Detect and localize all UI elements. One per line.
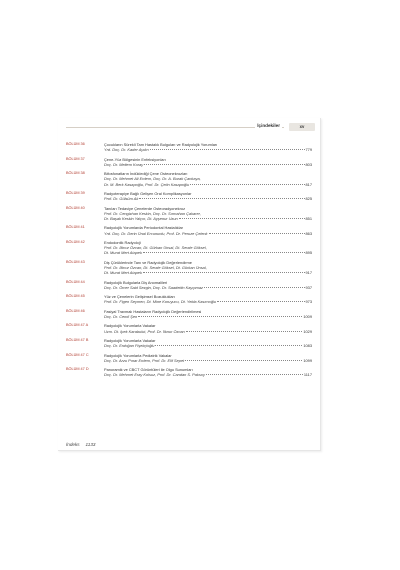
chapter-title: Diş Çürüklerinde Tanı ve Radyolojik Değerlendirme (104, 259, 192, 265)
page-number: 1099 (303, 357, 312, 363)
page-number: 1117 (303, 372, 312, 378)
toc-entry[interactable] (66, 240, 312, 256)
page-number: 937 (305, 284, 312, 290)
chapter-number: BÖLÜM 47 D (66, 367, 89, 372)
page-number: 895 (305, 250, 312, 256)
dot-leader (190, 184, 304, 185)
chapter-authors: Dr. Başak Keskin Yalçın, Dt. Ayşenur Uzun (104, 215, 178, 221)
chapter-title: Çene-Yüz Bölgesinin Enfeksiyonları (104, 156, 166, 162)
chapter-title: Yüz ve Çenelerin Gelişimsel Bozuklukları (104, 294, 175, 300)
header-rule (66, 127, 284, 128)
toc-entry[interactable] (66, 142, 312, 152)
chapter-authors: Doç. Dr. Cemil Şen (104, 313, 138, 319)
toc-entry[interactable] (66, 260, 312, 276)
chapter-authors: Prof. Dr. İlknur Özcan, Dt. Gürkan Ünsal, Dt. Sevde Göksel, (104, 245, 207, 251)
toc-entry[interactable] (66, 309, 312, 319)
entry-body (104, 353, 312, 363)
dot-leader (143, 252, 305, 253)
dot-leader (144, 164, 304, 165)
chapter-number: BÖLÜM 47 B (66, 337, 89, 342)
dot-leader (150, 149, 305, 150)
chapter-title: Radyolojik Yorumlarla Vakalar (104, 337, 156, 343)
chapter-authors: Doç. Dr. Erdoğan Fişekçioğlu (104, 343, 155, 349)
chapter-title: Radyolojik Yorumlarla Vakalar (104, 323, 156, 329)
chapter-title: Panoramik ve CBCT Görüntüleri ile Olgu Sunumları (104, 367, 193, 373)
chapter-authors: Doç. Dr. Arzu Pınar Erdem, Prof. Dr. Elif Sepet (104, 357, 185, 363)
toc-entry[interactable] (66, 206, 312, 222)
page-number: 817 (305, 181, 312, 187)
page-number: 825 (305, 196, 312, 202)
chapter-number: BÖLÜM 41 (66, 225, 85, 230)
toc-entry[interactable] (66, 225, 312, 235)
entry-body (104, 367, 312, 377)
toc-entry[interactable] (66, 294, 312, 304)
chapter-number: BÖLÜM 45 (66, 294, 85, 299)
page-number: 1029 (303, 328, 312, 334)
toc-entry[interactable] (66, 280, 312, 290)
chapter-title: Radyolojik Yorumlarla Pediatrik Vakalar (104, 352, 172, 358)
chapter-number: BÖLÜM 37 (66, 156, 85, 161)
dot-leader (138, 316, 302, 317)
table-of-contents (66, 142, 312, 378)
header-title: İçindekiler (257, 123, 280, 128)
chapter-title: Radyolojik Bulgularla Diş Anomalileri (104, 279, 168, 285)
entry-body (104, 225, 312, 235)
entry-body (104, 171, 312, 187)
page-number: 917 (305, 270, 312, 276)
chapter-number: BÖLÜM 42 (66, 239, 85, 244)
entry-body (104, 338, 312, 348)
page-number: 973 (305, 299, 312, 305)
page-number: 803 (305, 161, 312, 167)
index-entry[interactable] (66, 442, 95, 447)
page-number: 1083 (303, 343, 312, 349)
chapter-authors: Yrd. Doç. Dr. Kader Aydın (104, 147, 149, 153)
page-number: 863 (305, 230, 312, 236)
chapter-authors: Prof. Dr. Cengizhan Keskin, Doç. Dr. Sırmahan Çakarer, (104, 210, 201, 216)
toc-entry[interactable] (66, 191, 312, 201)
toc-entry[interactable] (66, 323, 312, 333)
page-header (58, 118, 320, 134)
page-number: 1009 (303, 313, 312, 319)
chapter-authors: Doç. Dr. Ömer Said Sezgin, Doç. Dr. Saadettin Kayıpmaz (104, 284, 203, 290)
entry-body (104, 157, 312, 167)
index-label: İndeks (66, 442, 80, 447)
chapter-authors: Dr. M. Berk Kasapoğlu, Prof. Dr. Çetin Kasapoğlu (104, 181, 190, 187)
dot-leader (217, 301, 304, 302)
chapter-authors: Yrd. Doç. Dr. Derin Ünal Ercununlu, Prof. Dr. Peruze Çelenk (104, 230, 208, 236)
chapter-authors: Doç. Dr. Mehmet Ali Erdem, Doç. Dr. A. Burak Çankaya, (104, 176, 201, 182)
chapter-number: BÖLÜM 40 (66, 205, 85, 210)
entry-body (104, 309, 312, 319)
chapter-number: BÖLÜM 44 (66, 279, 85, 284)
toc-entry[interactable] (66, 157, 312, 167)
entry-body (104, 206, 312, 222)
entry-body (104, 142, 312, 152)
page-number: 779 (305, 147, 312, 153)
dot-leader (186, 331, 303, 332)
entry-body (104, 323, 312, 333)
chapter-number: BÖLÜM 39 (66, 190, 85, 195)
toc-entry[interactable] (66, 338, 312, 348)
chapter-title: Bifosfonatların İndüklediği Çene Osteonekrozları (104, 171, 188, 177)
index-page: 1133 (85, 442, 96, 447)
chapter-number: BÖLÜM 36 (66, 142, 85, 146)
entry-body (104, 294, 312, 304)
chapter-authors: Prof. Dr. Figen Seymen, Dt. Mine Koruyucu, Dt. Yelda Kasımoğlu (104, 299, 217, 305)
chapter-number: BÖLÜM 47 A (66, 323, 89, 328)
chapter-authors: Doç. Dr. Meltem Koray (104, 161, 144, 167)
toc-entry[interactable] (66, 353, 312, 363)
chapter-number: BÖLÜM 46 (66, 308, 85, 313)
entry-body (104, 240, 312, 256)
chapter-authors: Doç. Dr. Mehmet Eray Kolsuz, Prof. Dr. Candan S. Paksoy (104, 372, 205, 378)
dot-leader (185, 360, 302, 361)
chapter-title: Tanıları Tedaviye Çenelerde Osteoradyonekroz (104, 205, 186, 211)
chapter-title: Radyolojik Yorumlarda Periodontal Hastalıklar (104, 225, 183, 231)
chapter-number: BÖLÜM 43 (66, 259, 85, 264)
chapter-number: BÖLÜM 47 C (66, 352, 89, 357)
book-page (58, 118, 321, 451)
dot-leader (204, 287, 305, 288)
dot-leader (179, 218, 305, 219)
entry-body (104, 280, 312, 290)
chapter-title: Çocukların Sürekli Tam Hastalık Bulguları ve Radyolojik Yorumları (104, 142, 218, 147)
chapter-title: Fasiyal Travmalı Hastaların Radyolojik Değerlendirilmesi (104, 308, 202, 314)
chapter-authors: Dt. Murat Mert Atapek (104, 250, 142, 256)
chapter-authors: Prof. Dr. İlknur Özcan, Dt. Sevde Göksel, Dt. Gürkan Ünsal, (104, 264, 207, 270)
dot-leader (206, 374, 303, 375)
toc-entry[interactable] (66, 367, 312, 377)
dot-leader (143, 272, 305, 273)
dot-leader (155, 345, 302, 346)
chapter-title: Radyoterapiye Bağlı Gelişen Oral Komplikasyonlar (104, 190, 192, 196)
page-number-badge: xv (289, 123, 315, 131)
toc-entry[interactable] (66, 171, 312, 187)
chapter-title: Endodontik Radyoloji (104, 239, 141, 245)
dot-leader (209, 233, 305, 234)
entry-body (104, 260, 312, 276)
chapter-authors: Prof. Dr. Gülsüm Ak (104, 196, 139, 202)
page-number: 851 (305, 215, 312, 221)
chapter-authors: Uzm. Dt. İpek Karabulut, Prof. Dr. İlknur Özcan (104, 328, 185, 334)
chapter-number: BÖLÜM 38 (66, 171, 85, 176)
dot-leader (139, 198, 304, 199)
entry-body (104, 191, 312, 201)
chapter-authors: Dt. Murat Mert Atapek (104, 270, 142, 276)
